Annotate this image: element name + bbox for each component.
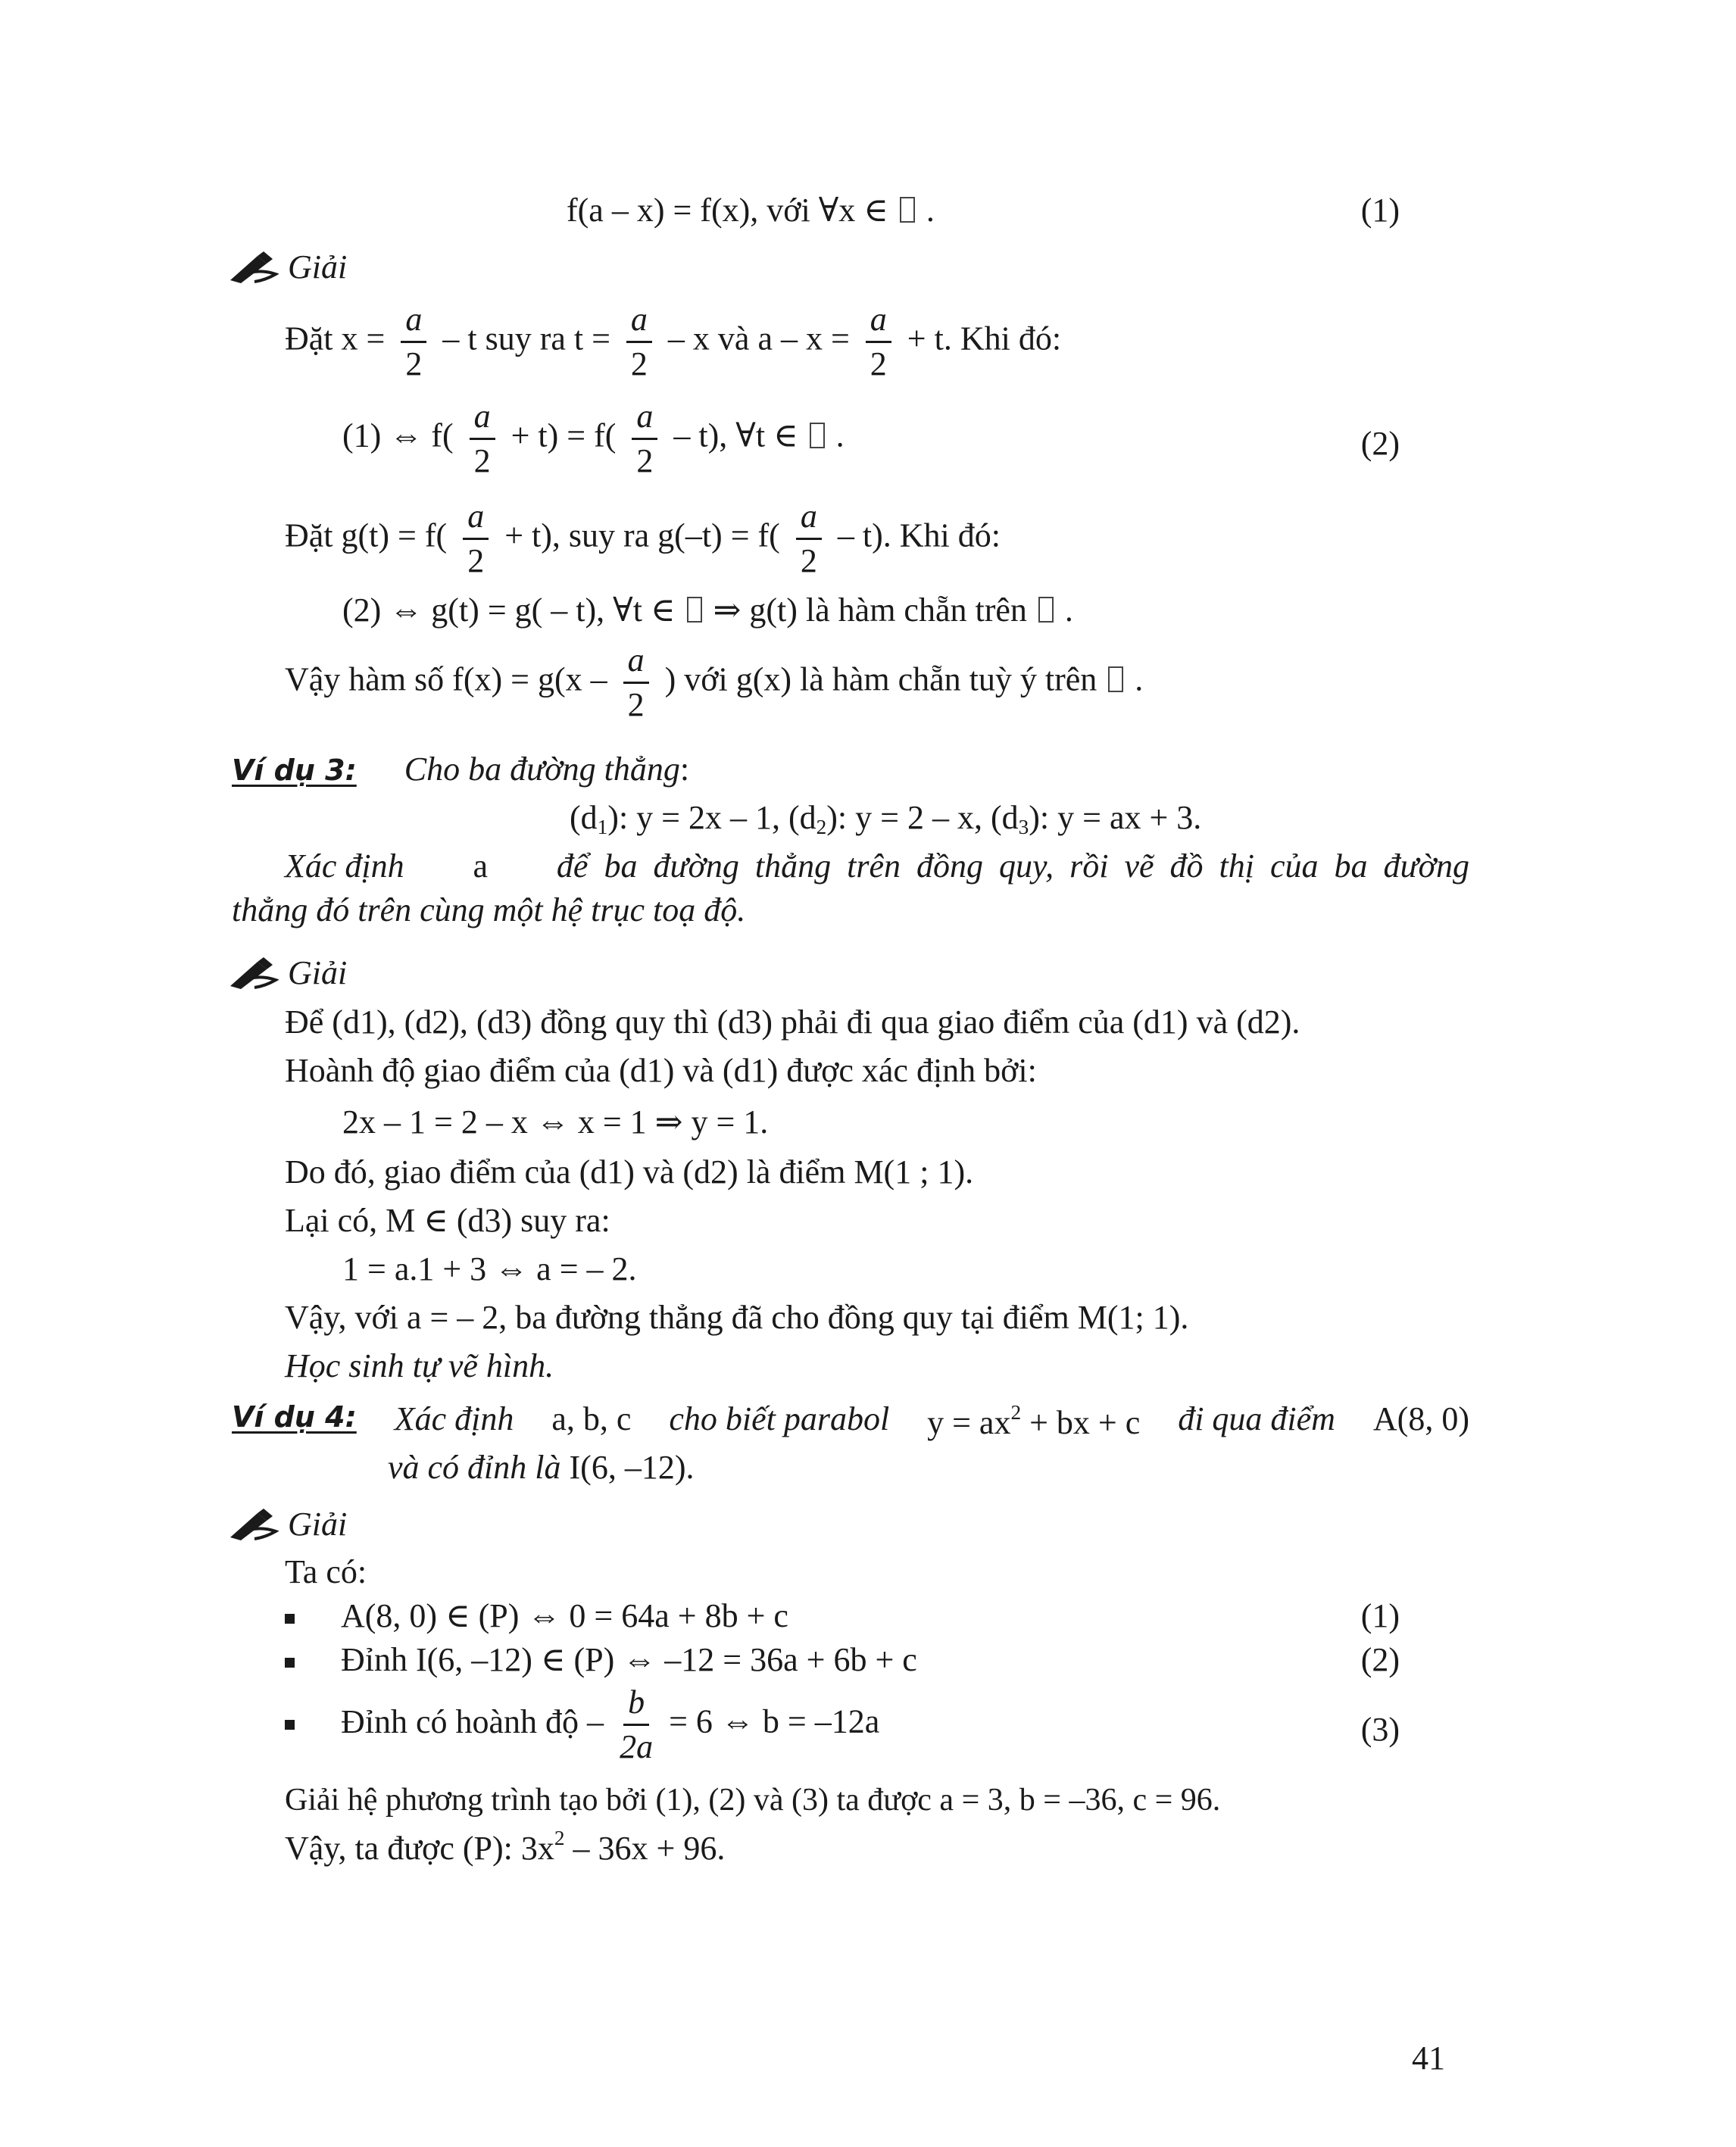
solution-line: Do đó, giao điểm của (d1) và (d2) là điểm M(1 ; 1). <box>285 1153 974 1191</box>
example-label: Ví dụ 3: <box>232 754 357 787</box>
solution-heading: Giải <box>227 956 347 991</box>
bullet-icon <box>285 1658 295 1668</box>
writing-hand-icon <box>227 250 279 285</box>
solution-line: Đặt g(t) = f( $\frac{a}{2}$ + t), suy ra g(–t) = f( $\frac{a}{2}$ – t). Khi đó: <box>285 498 1001 579</box>
equation-1-text: f(a – x) = f(x), với ∀x ∈ <box>567 192 888 229</box>
example-3-task-cont: thẳng đó trên cùng một hệ trục toạ độ. <box>232 891 746 928</box>
solution-line: 2x – 1 = 2 – x ⇔ x = 1 ⇒ y = 1. <box>342 1103 769 1141</box>
fraction: $\frac{a}{2}$ <box>626 303 652 381</box>
fraction: $\frac{b}{2a}$ <box>620 1684 654 1765</box>
real-set-glyph <box>900 197 915 223</box>
equation-tag: (2) <box>1360 1641 1400 1678</box>
real-set-glyph <box>1038 597 1054 623</box>
solution-heading: Giải <box>227 1507 347 1542</box>
list-item: Đỉnh I(6, –12) ∈ (P) ⇔ –12 = 36a + 6b + c (2) <box>285 1643 1400 1677</box>
fraction: $\frac{a}{2}$ <box>470 400 495 478</box>
solution-line: Để (d1), (d2), (d3) đồng quy thì (d3) phải đi qua giao điểm của (d1) và (d2). <box>285 1003 1300 1041</box>
example-3-task: Xác định a để ba đường thẳng trên đồng quy, rồi vẽ đồ thị của ba đường <box>285 847 1469 885</box>
example-3-heading: Ví dụ 3: Cho ba đường thẳng: <box>232 751 690 788</box>
solution-line: Lại có, M ∈ (d3) suy ra: <box>285 1202 610 1239</box>
solution-line: Ta có: <box>285 1553 367 1590</box>
bullet-icon <box>285 1720 295 1730</box>
fraction: $\frac{a}{2}$ <box>463 500 489 578</box>
solution-heading: Giải <box>227 250 347 285</box>
writing-hand-icon <box>227 956 279 991</box>
example-4-heading: Ví dụ 4: Xác định a, b, c cho biết parabol $y = ax^2$ + bx + c đi qua điểm A(8, 0) <box>232 1400 1469 1442</box>
real-set-glyph <box>1108 666 1123 692</box>
solution-line: (2) ⇔ g(t) = g( – t), ∀t ∈ ⇒ g(t) là hàm chẵn trên . <box>342 591 1073 629</box>
equation-tag: (1) <box>1360 192 1400 229</box>
equation-tag: (1) <box>1360 1597 1400 1634</box>
example-4-cont: và có đỉnh là I(6, –12). <box>388 1449 695 1486</box>
solution-line: Hoành độ giao điểm của (d1) và (d1) được xác định bởi: <box>285 1052 1037 1089</box>
real-set-glyph <box>810 423 825 448</box>
example-3-lines: $(d_1)$: y = 2x – 1, $(d_2)$: y = 2 – x, $(d_3)$: y = ax + 3. <box>570 799 1202 838</box>
solution-line: Giải hệ phương trình tạo bởi (1), (2) và (3) ta được a = 3, b = –36, c = 96. <box>285 1783 1221 1818</box>
real-set-glyph <box>687 597 702 623</box>
list-item: A(8, 0) ∈ (P) ⇔ 0 = 64a + 8b + c (1) <box>285 1599 1400 1633</box>
solution-line: Vậy hàm số f(x) = g(x – $\frac{a}{2}$ ) với g(x) là hàm chẵn tuỳ ý trên . <box>285 641 1144 723</box>
equation-tag: (2) <box>1360 425 1400 462</box>
fraction: $\frac{a}{2}$ <box>401 303 426 381</box>
solution-line: Học sinh tự vẽ hình. <box>285 1347 554 1384</box>
solution-line: Vậy, ta được (P): $3x^2 - 36x + 96$. <box>285 1827 726 1868</box>
writing-hand-icon <box>227 1507 279 1542</box>
solution-line: 1 = a.1 + 3 ⇔ a = – 2. <box>342 1250 637 1287</box>
solution-line: Đặt x = $\frac{a}{2}$ – t suy ra t = $\frac{a}{2}$ – x và a – x = $\frac{a}{2}$ + t. Khi đó: <box>285 301 1062 382</box>
solution-line: Vậy, với a = – 2, ba đường thẳng đã cho đồng quy tại điểm M(1; 1). <box>285 1299 1189 1336</box>
fraction: $\frac{a}{2}$ <box>866 303 891 381</box>
fraction: $\frac{a}{2}$ <box>632 400 657 478</box>
page-number: 41 <box>1412 2039 1445 2077</box>
equation-1: f(a – x) = f(x), với ∀x ∈ . (1) <box>567 192 1400 229</box>
equation-tag: (3) <box>1360 1711 1400 1748</box>
example-label: Ví dụ 4: <box>232 1400 357 1434</box>
fraction: $\frac{a}{2}$ <box>796 500 822 578</box>
list-item: Đỉnh có hoành độ – $\frac{b}{2a}$ = 6 ⇔ b = –12a (3) <box>285 1686 1400 1764</box>
solution-line: (1) ⇔ f( $\frac{a}{2}$ + t) = f( $\frac{a}{2}$ – t), ∀t ∈ . (2) <box>342 398 1400 479</box>
bullet-icon <box>285 1614 295 1624</box>
fraction: $\frac{a}{2}$ <box>623 644 649 722</box>
